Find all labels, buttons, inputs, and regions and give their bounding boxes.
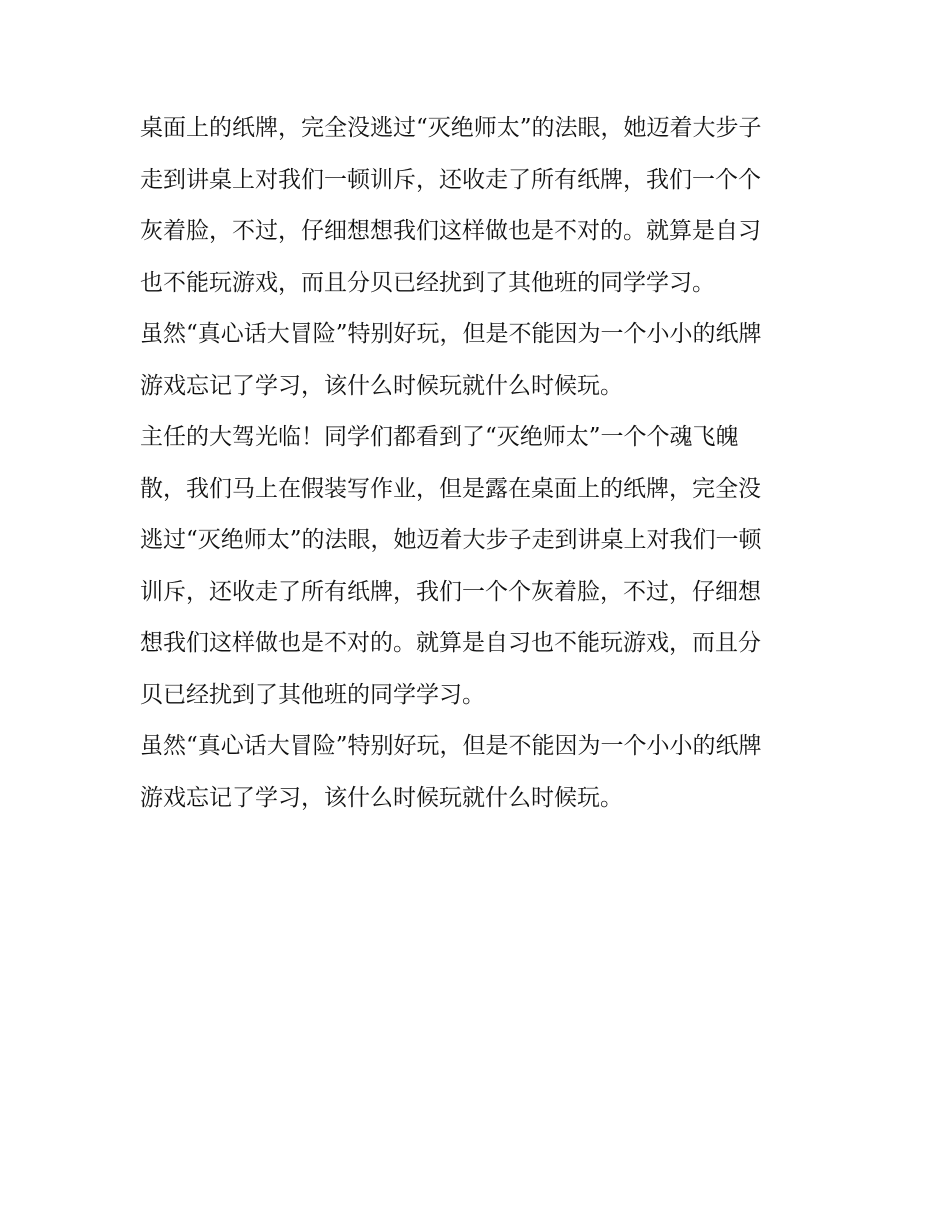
paragraph xyxy=(140,103,815,309)
paragraph xyxy=(140,309,815,412)
text-line: 主任的大驾光临！同学们都看到了“灭绝师太”一个个魂飞魄 xyxy=(140,424,739,450)
text-line: 虽然“真心话大冒险”特别好玩，但是不能因为一个小小的纸牌 xyxy=(140,733,762,759)
text-line: 游戏忘记了学习，该什么时候玩就什么时候玩。 xyxy=(140,784,623,811)
text-line: 游戏忘记了学习，该什么时候玩就什么时候玩。 xyxy=(140,372,623,399)
text-line: 训斥，还收走了所有纸牌，我们一个个灰着脸，不过，仔细想 xyxy=(140,578,761,605)
text-line: 灰着脸，不过，仔细想想我们这样做也是不对的。就算是自习 xyxy=(140,218,761,244)
text-line: 逃过“灭绝师太”的法眼，她迈着大步子走到讲桌上对我们一顿 xyxy=(140,527,762,553)
text-line: 想我们这样做也是不对的。就算是自习也不能玩游戏，而且分 xyxy=(140,630,761,656)
paragraph xyxy=(140,412,815,721)
text-line: 贝已经扰到了其他班的同学学习。 xyxy=(140,681,485,708)
text-line: 走到讲桌上对我们一顿训斥，还收走了所有纸牌，我们一个个 xyxy=(140,166,761,193)
text-line: 散，我们马上在假装写作业，但是露在桌面上的纸牌，完全没 xyxy=(140,475,761,502)
text-line: 虽然“真心话大冒险”特别好玩，但是不能因为一个小小的纸牌 xyxy=(140,321,762,347)
text-line: 桌面上的纸牌，完全没逃过“灭绝师太”的法眼，她迈着大步子 xyxy=(140,115,762,141)
paragraph xyxy=(140,721,815,824)
document-body xyxy=(140,103,815,824)
text-line: 也不能玩游戏，而且分贝已经扰到了其他班的同学学习。 xyxy=(140,269,715,296)
